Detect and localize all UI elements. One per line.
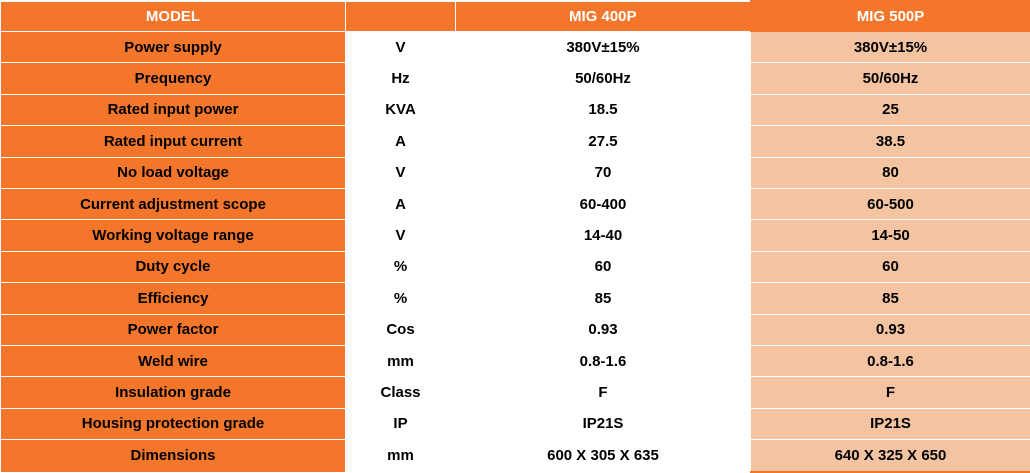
table-row (1, 126, 1030, 157)
row-unit: V (346, 32, 456, 63)
row-unit: Cos (346, 314, 456, 345)
row-value-400p: 18.5 (456, 94, 751, 125)
row-unit: % (346, 251, 456, 282)
row-label: Current adjustment scope (1, 188, 346, 219)
row-value-500p: 0.93 (751, 314, 1030, 345)
row-value-500p: F (751, 377, 1030, 408)
row-label: Rated input current (1, 126, 346, 157)
row-value-500p: 0.8-1.6 (751, 345, 1030, 376)
row-label: Prequency (1, 63, 346, 94)
row-unit: V (346, 220, 456, 251)
row-value-400p: 50/60Hz (456, 63, 751, 94)
row-value-500p: 14-50 (751, 220, 1030, 251)
table-header-row (1, 1, 1030, 32)
row-value-500p: 85 (751, 283, 1030, 314)
row-label: Efficiency (1, 283, 346, 314)
row-label: Power supply (1, 32, 346, 63)
table-body (1, 1, 1030, 472)
row-label: Dimensions (1, 440, 346, 472)
table-row (1, 220, 1030, 251)
row-unit: A (346, 126, 456, 157)
row-label: Working voltage range (1, 220, 346, 251)
row-value-500p: 38.5 (751, 126, 1030, 157)
row-label: Rated input power (1, 94, 346, 125)
table-row (1, 63, 1030, 94)
row-label: Power factor (1, 314, 346, 345)
header-model-400p: MIG 400P (456, 1, 751, 32)
table-row (1, 94, 1030, 125)
row-unit: Hz (346, 63, 456, 94)
row-value-400p: 85 (456, 283, 751, 314)
row-value-400p: 60-400 (456, 188, 751, 219)
row-unit: IP (346, 408, 456, 439)
header-unit-cell (346, 1, 456, 32)
row-value-500p: 380V±15% (751, 32, 1030, 63)
row-unit: mm (346, 440, 456, 472)
row-value-500p: 60-500 (751, 188, 1030, 219)
row-label: Duty cycle (1, 251, 346, 282)
row-unit: A (346, 188, 456, 219)
row-value-400p: IP21S (456, 408, 751, 439)
row-value-500p: 640 X 325 X 650 (751, 440, 1030, 472)
row-value-400p: 14-40 (456, 220, 751, 251)
row-unit: % (346, 283, 456, 314)
row-label: No load voltage (1, 157, 346, 188)
table-row (1, 408, 1030, 439)
row-value-500p: IP21S (751, 408, 1030, 439)
row-value-500p: 25 (751, 94, 1030, 125)
row-label: Insulation grade (1, 377, 346, 408)
row-value-400p: 60 (456, 251, 751, 282)
row-value-400p: 600 X 305 X 635 (456, 440, 751, 472)
header-model-label: MODEL (1, 1, 346, 32)
table-row (1, 377, 1030, 408)
row-value-500p: 60 (751, 251, 1030, 282)
table-row (1, 157, 1030, 188)
table-row (1, 188, 1030, 219)
row-value-400p: 0.93 (456, 314, 751, 345)
row-value-400p: 70 (456, 157, 751, 188)
table-row (1, 251, 1030, 282)
row-label: Housing protection grade (1, 408, 346, 439)
row-unit: mm (346, 345, 456, 376)
table-row (1, 314, 1030, 345)
row-unit: Class (346, 377, 456, 408)
row-unit: V (346, 157, 456, 188)
table-row (1, 440, 1030, 472)
row-value-400p: F (456, 377, 751, 408)
row-value-500p: 50/60Hz (751, 63, 1030, 94)
table-row (1, 32, 1030, 63)
row-value-400p: 380V±15% (456, 32, 751, 63)
row-value-400p: 0.8-1.6 (456, 345, 751, 376)
table-row (1, 283, 1030, 314)
table-row (1, 345, 1030, 376)
header-model-500p: MIG 500P (751, 1, 1030, 32)
row-value-400p: 27.5 (456, 126, 751, 157)
row-unit: KVA (346, 94, 456, 125)
row-label: Weld wire (1, 345, 346, 376)
row-value-500p: 80 (751, 157, 1030, 188)
